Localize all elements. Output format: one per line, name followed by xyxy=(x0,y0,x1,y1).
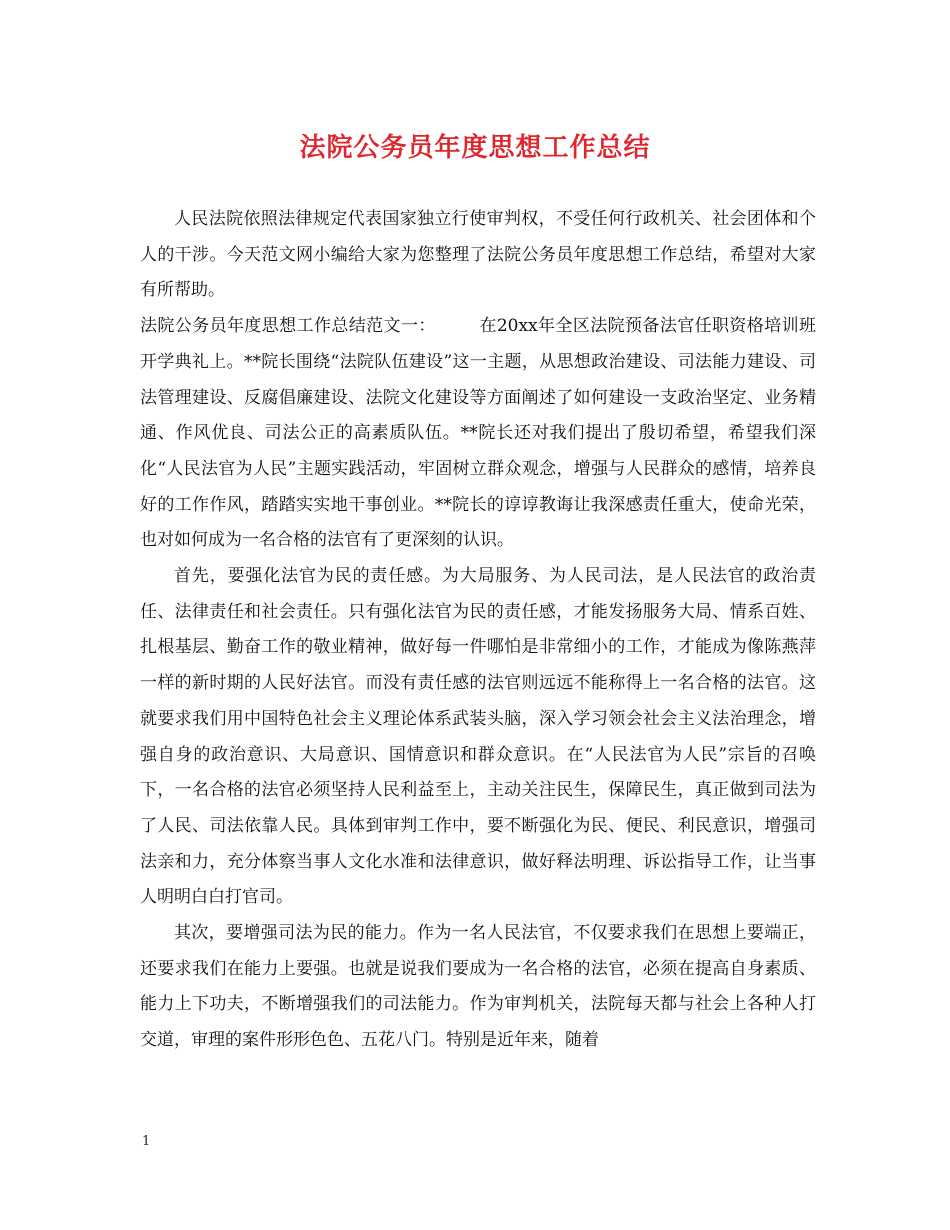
document-title: 法院公务员年度思想工作总结 xyxy=(299,133,651,163)
paragraph-intro: 人民法院依照法律规定代表国家独立行使审判权，不受任何行政机关、社会团体和个人的干涉。今天范文网小编给大家为您整理了法院公务员年度思想工作总结，希望对大家有所帮助。 xyxy=(140,209,816,301)
paragraph-second-point: 其次，要增强司法为民的能力。作为一名人民法官，不仅要求我们在思想上要端正，还要求我们在能力上要强。也就是说我们要成为一名合格的法官，必须在提高自身素质、能力上下功夫，不断增强我们的司法能力。作为审判机关，法院每天都与社会上各种人打交道，审理的案件形形色色、五花八门。特别是近年来，随着 xyxy=(140,923,816,1051)
paragraph-sample-one: 法院公务员年度思想工作总结范文一： 在20xx年全区法院预备法官任职资格培训班开学典礼上。**院长围绕“法院队伍建设”这一主题，从思想政治建设、司法能力建设、司法管理建设、反腐倡廉建设、法院文化建设等方面阐述了如何建设一支政治坚定、业务精通、作风优良、司法公正的高素质队伍。**院长还对我们提出了殷切希望，希望我们深化“人民法官为人民”主题实践活动，牢固树立群众观念，增强与人民群众的感情，培养良好的工作作风，踏踏实实地干事创业。**院长的谆谆教诲让我深感责任重大，使命光荣，也对如何成为一名合格的法官有了更深刻的认识。 xyxy=(140,316,816,551)
paragraph-first-point: 首先，要强化法官为民的责任感。为大局服务、为人民司法，是人民法官的政治责任、法律责任和社会责任。只有强化法官为民的责任感，才能发扬服务大局、情系百姓、扎根基层、勤奋工作的敬业精神，做好每一件哪怕是非常细小的工作，才能成为像陈燕萍一样的新时期的人民好法官。而没有责任感的法官则远远不能称得上一名合格的法官。这就要求我们用中国特色社会主义理论体系武装头脑，深入学习领会社会主义法治理念，增强自身的政治意识、大局意识、国情意识和群众意识。在“人民法官为人民”宗旨的召唤下，一名合格的法官必须坚持人民利益至上，主动关注民生，保障民生，真正做到司法为了人民、司法依靠人民。具体到审判工作中，要不断强化为民、便民、利民意识，增强司法亲和力，充分体察当事人文化水准和法律意识，做好释法明理、诉讼指导工作，让当事人明明白白打官司。 xyxy=(140,566,816,908)
page-number: 1 xyxy=(142,1134,151,1149)
document-body xyxy=(140,202,816,1059)
